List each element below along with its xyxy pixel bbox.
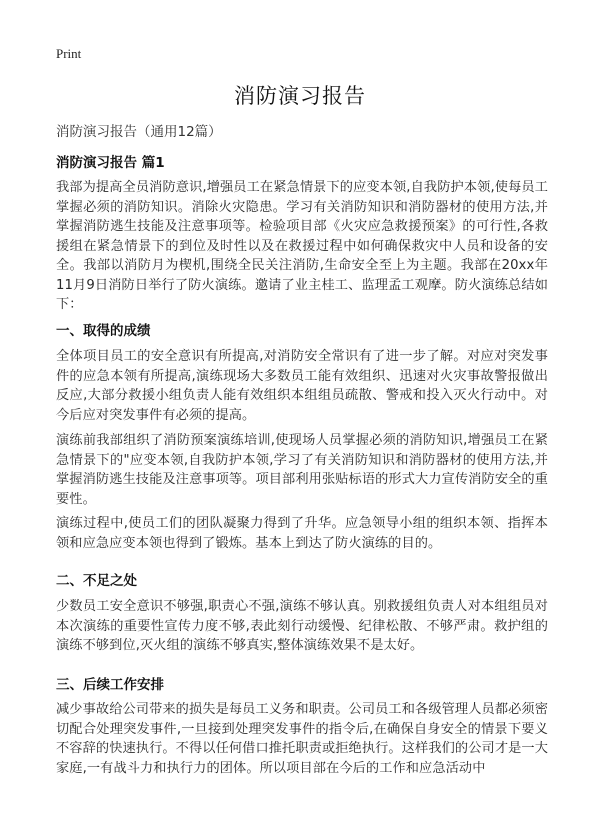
- section-heading-shortcomings: 二、不足之处: [56, 573, 137, 589]
- document-subtitle: 消防演习报告（通用12篇）: [56, 124, 222, 140]
- achievements-paragraph-2: 演练前我部组织了消防预案演练培训,使现场人员掌握必须的消防知识,增强员工在紧急情景下的"应变本领,自我防护本领,学习了有关消防知识和消防器材的使用方法,并掌握消防逃生技能及注意事项等。项目部利用张贴标语的形式大力宣传消防安全的重要性。: [56, 433, 548, 507]
- shortcomings-paragraph: 少数员工安全意识不够强,职责心不强,演练不够认真。别救援组负责人对本组组员对本次演练的重要性宣传力度不够,表此刻行动缓慢、纪律松散、不够严肃。救护组的演练不够到位,灭火组的演练不够真实,整体演练效果不是太好。: [56, 599, 548, 653]
- intro-paragraph: 我部为提高全员消防意识,增强员工在紧急情景下的应变本领,自我防护本领,使每员工掌握必须的消防知识。消除火灾隐患。学习有关消防知识和消防器材的使用方法,并掌握消防逃生技能及注意事项等。检验项目部《火灾应急救援预案》的可行性,各救援组在紧急情景下的到位及时性以及在救援过程中如何确保救灾中人员和设备的安全。我部以消防月为楔机,围绕全民关注消防,生命安全至上为主题。我部在20xx年11月9日消防日举行了防火演练。邀请了业主桂工、监理孟工观摩。防火演练总结如下：: [56, 180, 548, 312]
- section-heading-achievements: 一、取得的成绩: [56, 323, 151, 339]
- print-link[interactable]: Print: [56, 46, 82, 61]
- achievements-paragraph-1: 全体项目员工的安全意识有所提高,对消防安全常识有了进一步了解。对应对突发事件的应急本领有所提高,演练现场大多数员工能有效组织、迅速对火灾事故警报做出反应,大部分救援小组负责人能有效组织本组组员疏散、警戒和投入灭火行动中。对今后应对突发事件有必须的提高。: [56, 349, 548, 423]
- section-heading-followup: 三、后续工作安排: [56, 677, 164, 693]
- achievements-paragraph-3: 演练过程中,使员工们的团队凝聚力得到了升华。应急领导小组的组织本领、指挥本领和应急应变本领也得到了锻炼。基本上到达了防火演练的目的。: [56, 516, 548, 551]
- document-title: 消防演习报告: [234, 84, 366, 108]
- followup-paragraph: 减少事故给公司带来的损失是每员工义务和职责。公司员工和各级管理人员都必须密切配合处理突发事件,一旦接到处理突发事件的指令后,在确保自身安全的情景下要义不容辞的快速执行。不得以任何借口推托职责或拒绝执行。这样我们的公司才是一大家庭,一有战斗力和执行力的团体。所以项目部在今后的工作和应急活动中: [56, 702, 548, 776]
- article-heading: 消防演习报告 篇1: [56, 155, 165, 171]
